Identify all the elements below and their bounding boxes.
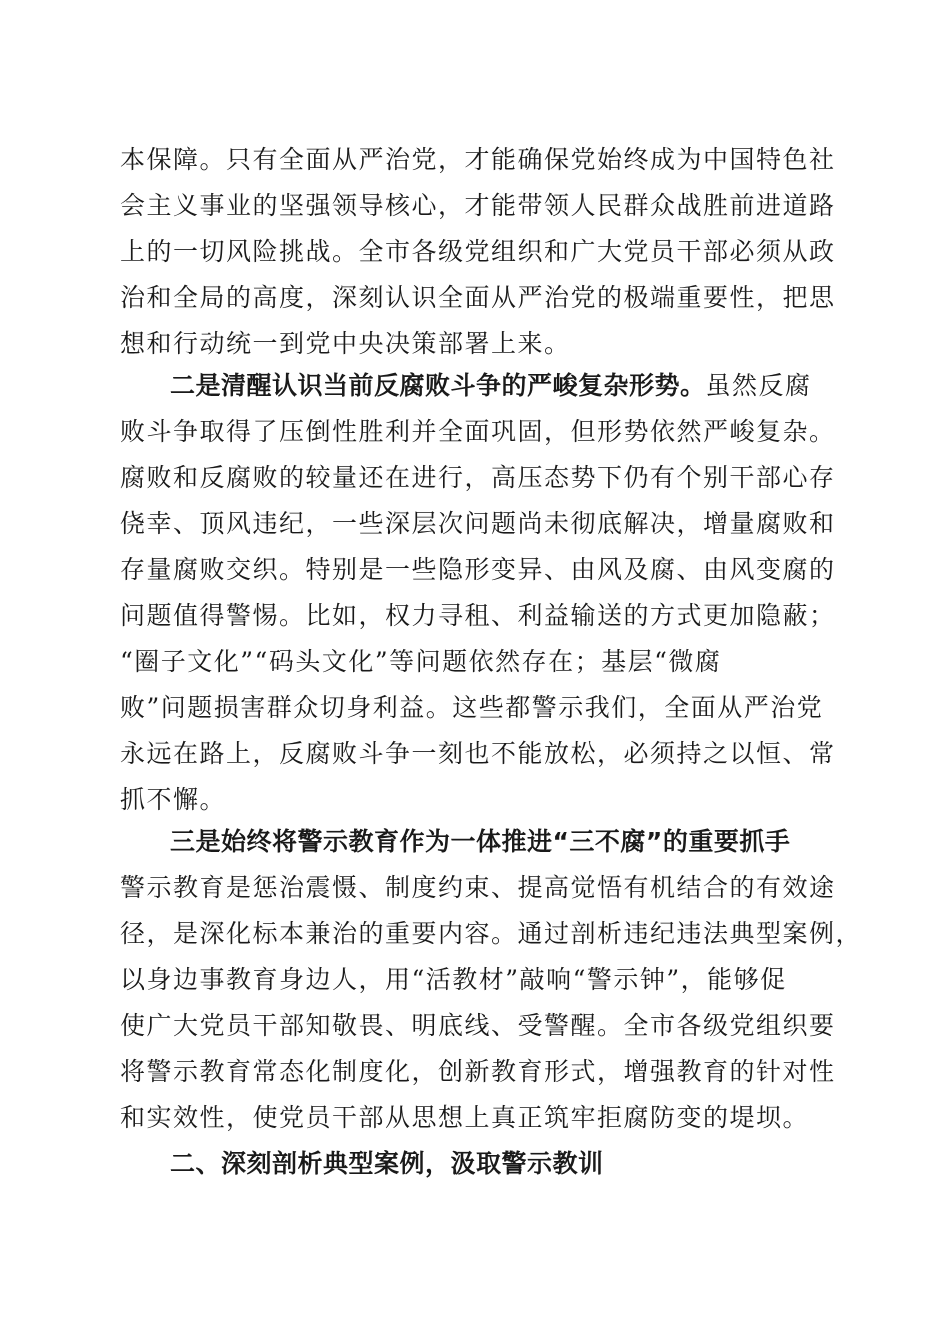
text-line: 会主义事业的坚强领导核心，才能带领人民群众战胜前进道路 — [120, 191, 836, 220]
text-line: 上的一切风险挑战。全市各级党组织和广大党员干部必须从政 — [120, 237, 836, 266]
text-line: 存量腐败交织。特别是一些隐形变异、由风及腐、由风变腐的 — [120, 555, 836, 584]
text-line: 想和行动统一到党中央决策部署上来。 — [120, 329, 571, 358]
text-line: “圈子文化”“码头文化”等问题依然存在；基层“微腐 — [120, 647, 722, 676]
text-line: 本保障。只有全面从严治党，才能确保党始终成为中国特色社 — [120, 145, 836, 174]
text-line: 以身边事教育身边人，用“活教材”敲响“警示钟”，能够促 — [120, 965, 787, 994]
paragraph-2-first-line — [170, 366, 812, 406]
paragraph-2-lead: 二是清醒认识当前反腐败斗争的严峻复杂形势。 — [170, 371, 706, 400]
text-line: 警示教育是惩治震慑、制度约束、提高觉悟有机结合的有效途 — [120, 873, 836, 902]
text-line: 问题值得警惕。比如，权力寻租、利益输送的方式更加隐蔽； — [120, 601, 836, 630]
section-heading: 二、深刻剖析典型案例，汲取警示教训 — [170, 1149, 604, 1178]
text-line: 将警示教育常态化制度化，创新教育形式，增强教育的针对性 — [120, 1057, 836, 1086]
text-line: 侥幸、顶风违纪，一些深层次问题尚未彻底解决，增量腐败和 — [120, 509, 836, 538]
text-line: 腐败和反腐败的较量还在进行，高压态势下仍有个别干部心存 — [120, 463, 836, 492]
text-line: 使广大党员干部知敬畏、明底线、受警醒。全市各级党组织要 — [120, 1011, 836, 1040]
text-line: 败”问题损害群众切身利益。这些都警示我们，全面从严治党 — [120, 693, 824, 722]
text-line: 永远在路上，反腐败斗争一刻也不能放松，必须持之以恒、常 — [120, 739, 836, 768]
text-line: 和实效性，使党员干部从思想上真正筑牢拒腐防变的堤坝。 — [120, 1103, 810, 1132]
paragraph-2-continuation: 虽然反腐 — [705, 371, 812, 400]
text-line: 治和全局的高度，深刻认识全面从严治党的极端重要性，把思 — [120, 283, 836, 312]
text-line: 败斗争取得了压倒性胜利并全面巩固，但形势依然严峻复杂。 — [120, 417, 836, 446]
text-line: 抓不懈。 — [120, 785, 227, 814]
paragraph-3-lead: 三是始终将警示教育作为一体推进“三不腐”的重要抓手 — [170, 827, 791, 856]
text-line: 径，是深化标本兼治的重要内容。通过剖析违纪违法典型案例， — [120, 919, 863, 948]
